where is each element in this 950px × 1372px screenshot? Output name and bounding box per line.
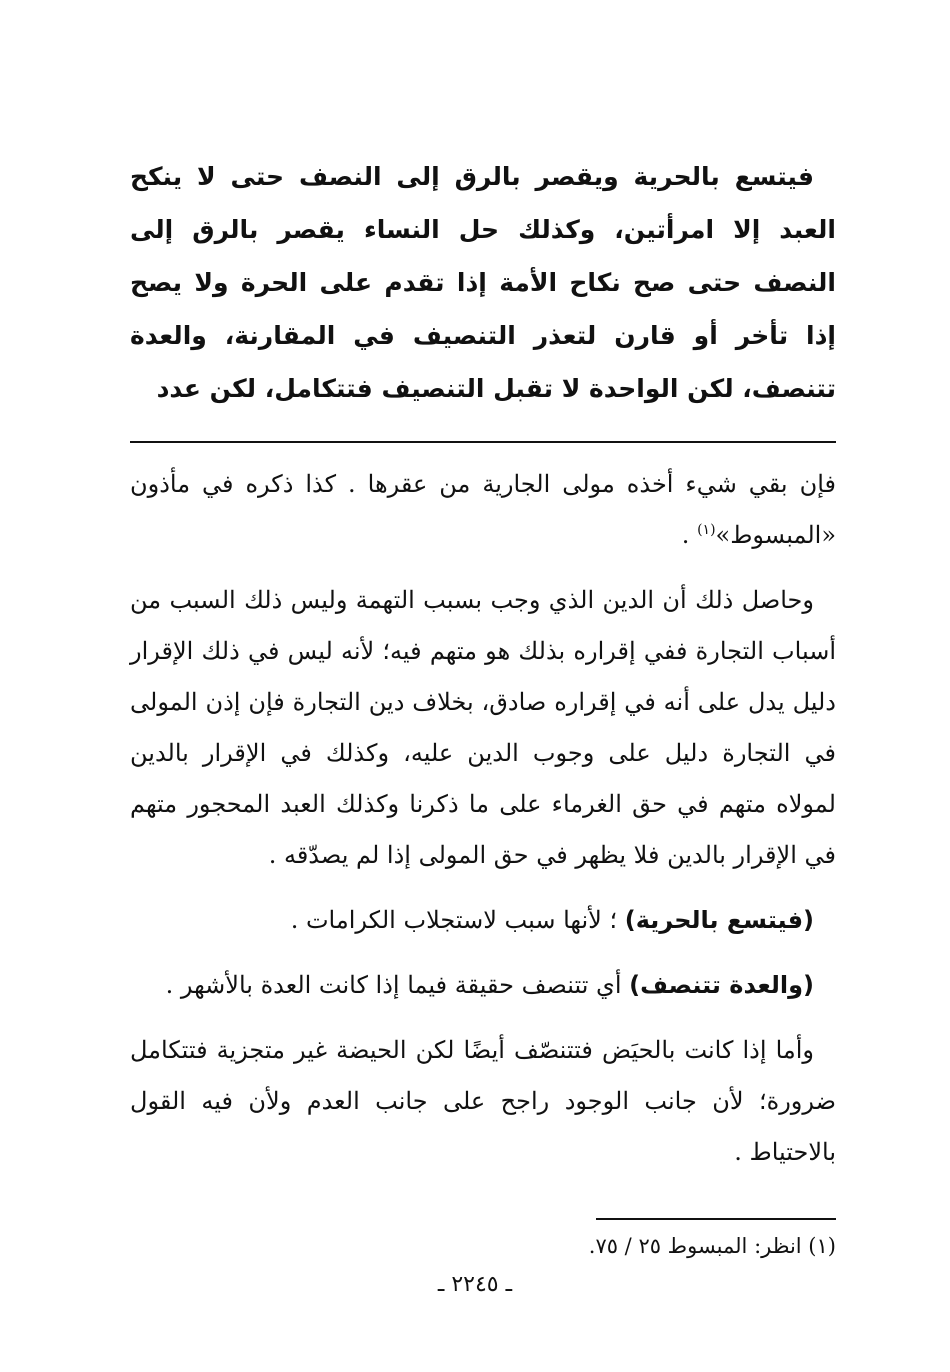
commentary-paragraph-3 [130,895,836,946]
commentary-paragraph-2: وحاصل ذلك أن الدين الذي وجب بسبب التهمة وليس ذلك السبب من أسباب التجارة ففي إقراره بذلك هو متهم فيه؛ لأنه ليس في ذلك الإقرار دليل يدل على أنه في إقراره صادق، بخلاف دين التجارة فإن إذن المولى في التجارة دليل على وجوب الدين عليه، وكذلك في الإقرار بالدين لمولاه متهم في حق الغرماء على ما ذكرنا وكذلك العبد المحجور متهم في الإقرار بالدين فلا يظهر في حق المولى إذا لم يصدّقه . [130,586,836,869]
section-divider [130,441,836,443]
matn-quote-1: (فيتسع بالحرية) [624,906,814,934]
commentary-paragraph-1-text: فإن بقي شيء أخذه مولى الجارية من عقرها . كذا ذكره في مأذون «المبسوط» [130,470,836,549]
page-body [130,150,836,1266]
page-number: ـ ٢٢٤٥ ـ [437,1272,513,1297]
commentary-paragraph-1 [130,459,836,561]
footnotes [130,1218,836,1266]
commentary [130,459,836,1178]
commentary-paragraph-1-end: . [681,521,698,549]
matn-text: فيتسع بالحرية ويقصر بالرق إلى النصف حتى لا ينكح العبد إلا امرأتين، وكذلك حل النساء يقصر بالرق إلى النصف حتى صح نكاح الأمة إذا تقدم على الحرة ولا يصح إذا تأخر أو قارن لتعذر التنصيف في المقارنة، والعدة تتنصف، لكن الواحدة لا تقبل التنصيف فتتكامل، لكن عدد [130,162,836,403]
commentary-paragraph-4 [130,960,836,1011]
commentary-paragraph-4-text: أي تتنصف حقيقة فيما إذا كانت العدة بالأشهر . [165,971,630,999]
footnote-1: (١) انظر: المبسوط ٢٥ / ٧٥. [588,1234,836,1258]
matn-quote-2: (والعدة تتنصف) [629,971,814,999]
footnote-divider [596,1218,836,1220]
commentary-paragraph-5: وأما إذا كانت بالحيَض فتتنصّف أيضًا لكن الحيضة غير متجزية فتتكامل ضرورة؛ لأن جانب الوجود راجح على جانب العدم ولأن فيه القول بالاحتياط . [130,1036,836,1166]
commentary-paragraph-3-text: ؛ لأنها سبب لاستجلاب الكرامات . [290,906,618,934]
footnote-ref-1[interactable]: (١) [697,522,716,538]
